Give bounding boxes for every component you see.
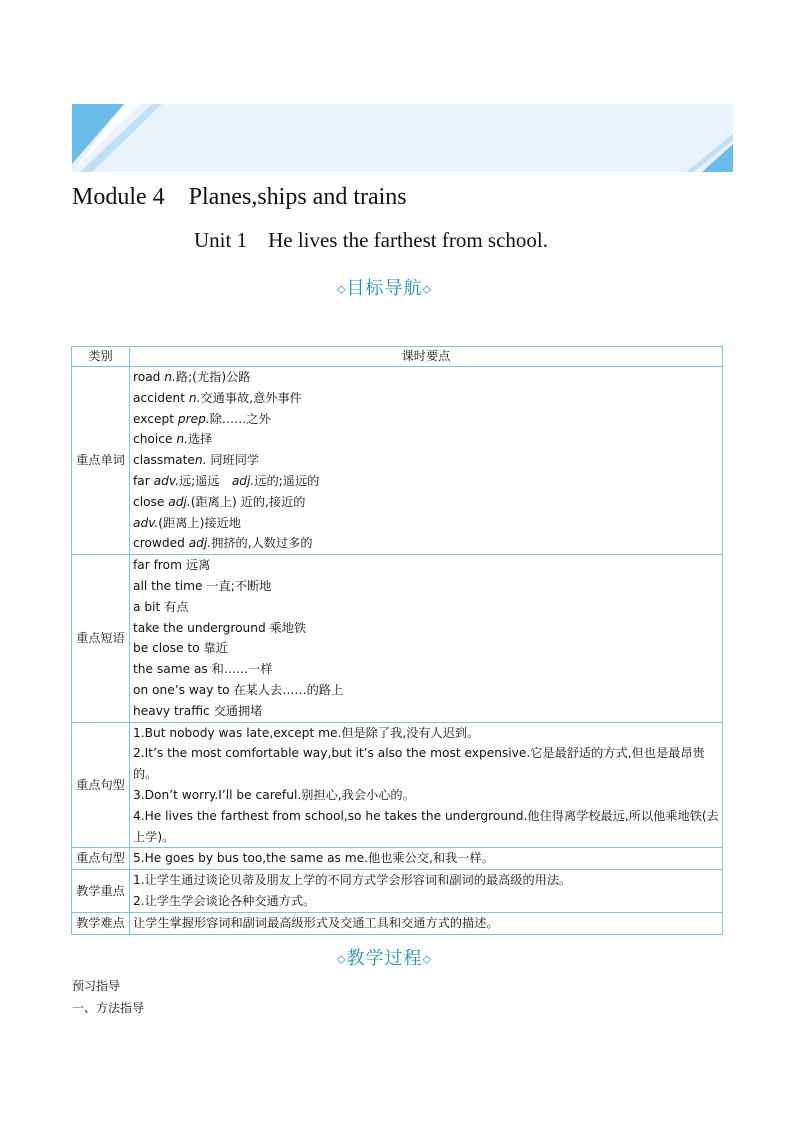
vocab-item: crowded adj.拥挤的,人数过多的 — [133, 536, 313, 551]
table-row — [72, 848, 723, 870]
diamond-icon: ◇ — [422, 952, 432, 966]
vocab-item: choice n.选择 — [133, 432, 213, 447]
method-label: 一、方法指导 — [72, 1001, 145, 1015]
phrase-item: all the time 一直;不断地 — [133, 578, 272, 593]
diamond-icon: ◇ — [337, 952, 347, 966]
focus-cell — [130, 870, 723, 913]
preview-label: 预习指导 — [72, 979, 121, 993]
phrase-item: be close to 靠近 — [133, 641, 228, 656]
difficulty-item: 让学生掌握形容词和副词最高级形式及交通工具和交通方式的描述。 — [133, 915, 499, 930]
table-row — [72, 870, 723, 913]
category-cell: 重点句型 — [72, 722, 130, 848]
category-cell: 重点短语 — [72, 555, 130, 722]
phrase-item: the same as 和……一样 — [133, 662, 273, 677]
header-points: 课时要点 — [130, 347, 723, 367]
phrase-item: on one’s way to 在某人去……的路上 — [133, 682, 344, 697]
vocab-item: accident n.交通事故,意外事件 — [133, 390, 302, 405]
sentence-item: 4.He lives the farthest from school,so he takes the underground.他住得离学校最远,所以他乘地铁(去上学)。 — [133, 808, 719, 844]
vocab-item: far adv.远;遥远 adj.远的;遥远的 — [133, 473, 320, 488]
section-heading-goals-text: 目标导航 — [346, 278, 423, 299]
table-row — [72, 722, 723, 848]
category-cell: 教学难点 — [72, 912, 130, 934]
diamond-icon: ◇ — [422, 282, 432, 296]
category-cell: 重点单词 — [72, 367, 130, 555]
vocab-item: road n.路;(尤指)公路 — [133, 370, 251, 384]
vocab-item: close adj.(距离上) 近的,接近的 — [133, 494, 306, 509]
phrase-item: heavy traffic 交通拥堵 — [133, 703, 263, 718]
category-cell: 教学重点 — [72, 870, 130, 913]
sentence-item: 3.Don’t worry.I’ll be careful.别担心,我会小心的。 — [133, 787, 415, 802]
phrase-item: take the underground 乘地铁 — [133, 620, 307, 635]
sentence-item: 5.He goes by bus too,the same as me.他也乘公交,和我一样。 — [133, 851, 494, 866]
vocab-item: classmaten. 同班同学 — [133, 453, 260, 468]
category-cell: 重点句型 — [72, 848, 130, 870]
phrases-cell — [130, 555, 723, 722]
focus-item: 1.让学生通过谈论贝蒂及朋友上学的不同方式学会形容词和副词的最高级的用法。 — [133, 873, 572, 888]
module-title: Module 4 Planes,ships and trains — [72, 184, 407, 210]
sentences2-cell — [130, 848, 723, 870]
unit-title: Unit 1 He lives the farthest from school. — [194, 228, 549, 252]
header-category: 类别 — [72, 347, 130, 367]
header-banner — [72, 104, 733, 172]
table-row — [72, 912, 723, 934]
sentences-cell — [130, 722, 723, 848]
lesson-points-table — [71, 346, 723, 935]
banner-decoration — [72, 104, 733, 172]
section-heading-process-text: 教学过程 — [346, 948, 423, 969]
vocab-cell — [130, 367, 723, 555]
sentence-item: 1.But nobody was late,except me.但是除了我,没有人迟到。 — [133, 725, 480, 740]
vocab-item: adv.(距离上)接近地 — [133, 515, 241, 530]
section-heading-goals — [337, 274, 432, 300]
table-header-row — [72, 347, 723, 367]
sentence-item: 2.It’s the most comfortable way,but it’s also the most expensive.它是最舒适的方式,但也是最昂贵的。 — [133, 746, 705, 782]
focus-item: 2.让学生学会谈论各种交通方式。 — [133, 893, 316, 908]
phrase-item: far from 远离 — [133, 558, 211, 573]
section-heading-process — [337, 944, 432, 970]
difficulty-cell — [130, 912, 723, 934]
vocab-item: except prep.除……之外 — [133, 411, 271, 426]
phrase-item: a bit 有点 — [133, 599, 189, 614]
table-row — [72, 555, 723, 722]
table-row — [72, 367, 723, 555]
diamond-icon: ◇ — [337, 282, 347, 296]
